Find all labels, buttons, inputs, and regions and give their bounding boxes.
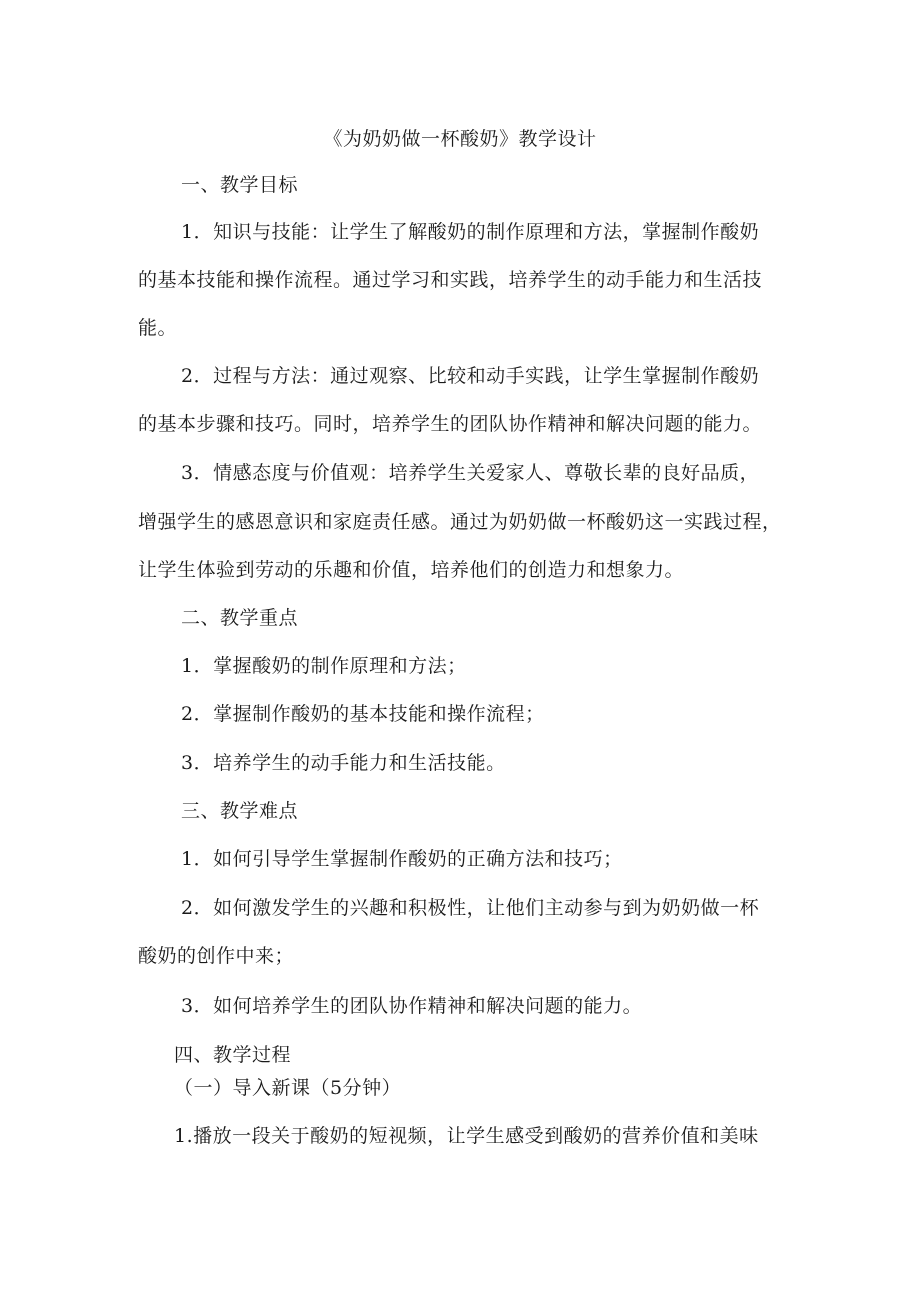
list-item: 1．如何引导学生掌握制作酸奶的正确方法和技巧； (181, 848, 623, 870)
paragraph-line: 1.播放一段关于酸奶的短视频，让学生感受到酸奶的营养价值和美味 (174, 1125, 759, 1147)
list-item-continued: 酸奶的创作中来； (138, 945, 295, 967)
paragraph-line: 2．过程与方法：通过观察、比较和动手实践，让学生掌握制作酸奶 (181, 365, 760, 387)
paragraph-line: 增强学生的感恩意识和家庭责任感。通过为奶奶做一杯酸奶这一实践过程， (138, 511, 782, 533)
list-item: 3．培养学生的动手能力和生活技能。 (181, 752, 506, 774)
list-item: 2．如何激发学生的兴趣和积极性，让他们主动参与到为奶奶做一杯 (181, 897, 760, 919)
paragraph-line: 的基本步骤和技巧。同时，培养学生的团队协作精神和解决问题的能力。 (138, 413, 763, 435)
list-item: 2．掌握制作酸奶的基本技能和操作流程； (181, 703, 545, 725)
section-heading: 四、教学过程 (174, 1044, 292, 1066)
paragraph-line: 让学生体验到劳动的乐趣和价值，培养他们的创造力和想象力。 (138, 559, 685, 581)
paragraph-line: 能。 (138, 317, 178, 339)
section-heading: 三、教学难点 (181, 800, 299, 822)
document-title: 《为奶奶做一杯酸奶》教学设计 (323, 128, 597, 150)
paragraph-line: 3．情感态度与价值观：培养学生关爱家人、尊敬长辈的良好品质， (181, 462, 760, 484)
list-item: 3．如何培养学生的团队协作精神和解决问题的能力。 (181, 995, 643, 1017)
paragraph-line: 1．知识与技能：让学生了解酸奶的制作原理和方法，掌握制作酸奶 (181, 221, 760, 243)
subsection-heading: （一）导入新课（5分钟） (174, 1077, 402, 1099)
section-heading: 一、教学目标 (181, 174, 299, 196)
section-heading: 二、教学重点 (181, 607, 299, 629)
list-item: 1．掌握酸奶的制作原理和方法； (181, 655, 467, 677)
paragraph-line: 的基本技能和操作流程。通过学习和实践，培养学生的动手能力和生活技 (138, 269, 763, 291)
